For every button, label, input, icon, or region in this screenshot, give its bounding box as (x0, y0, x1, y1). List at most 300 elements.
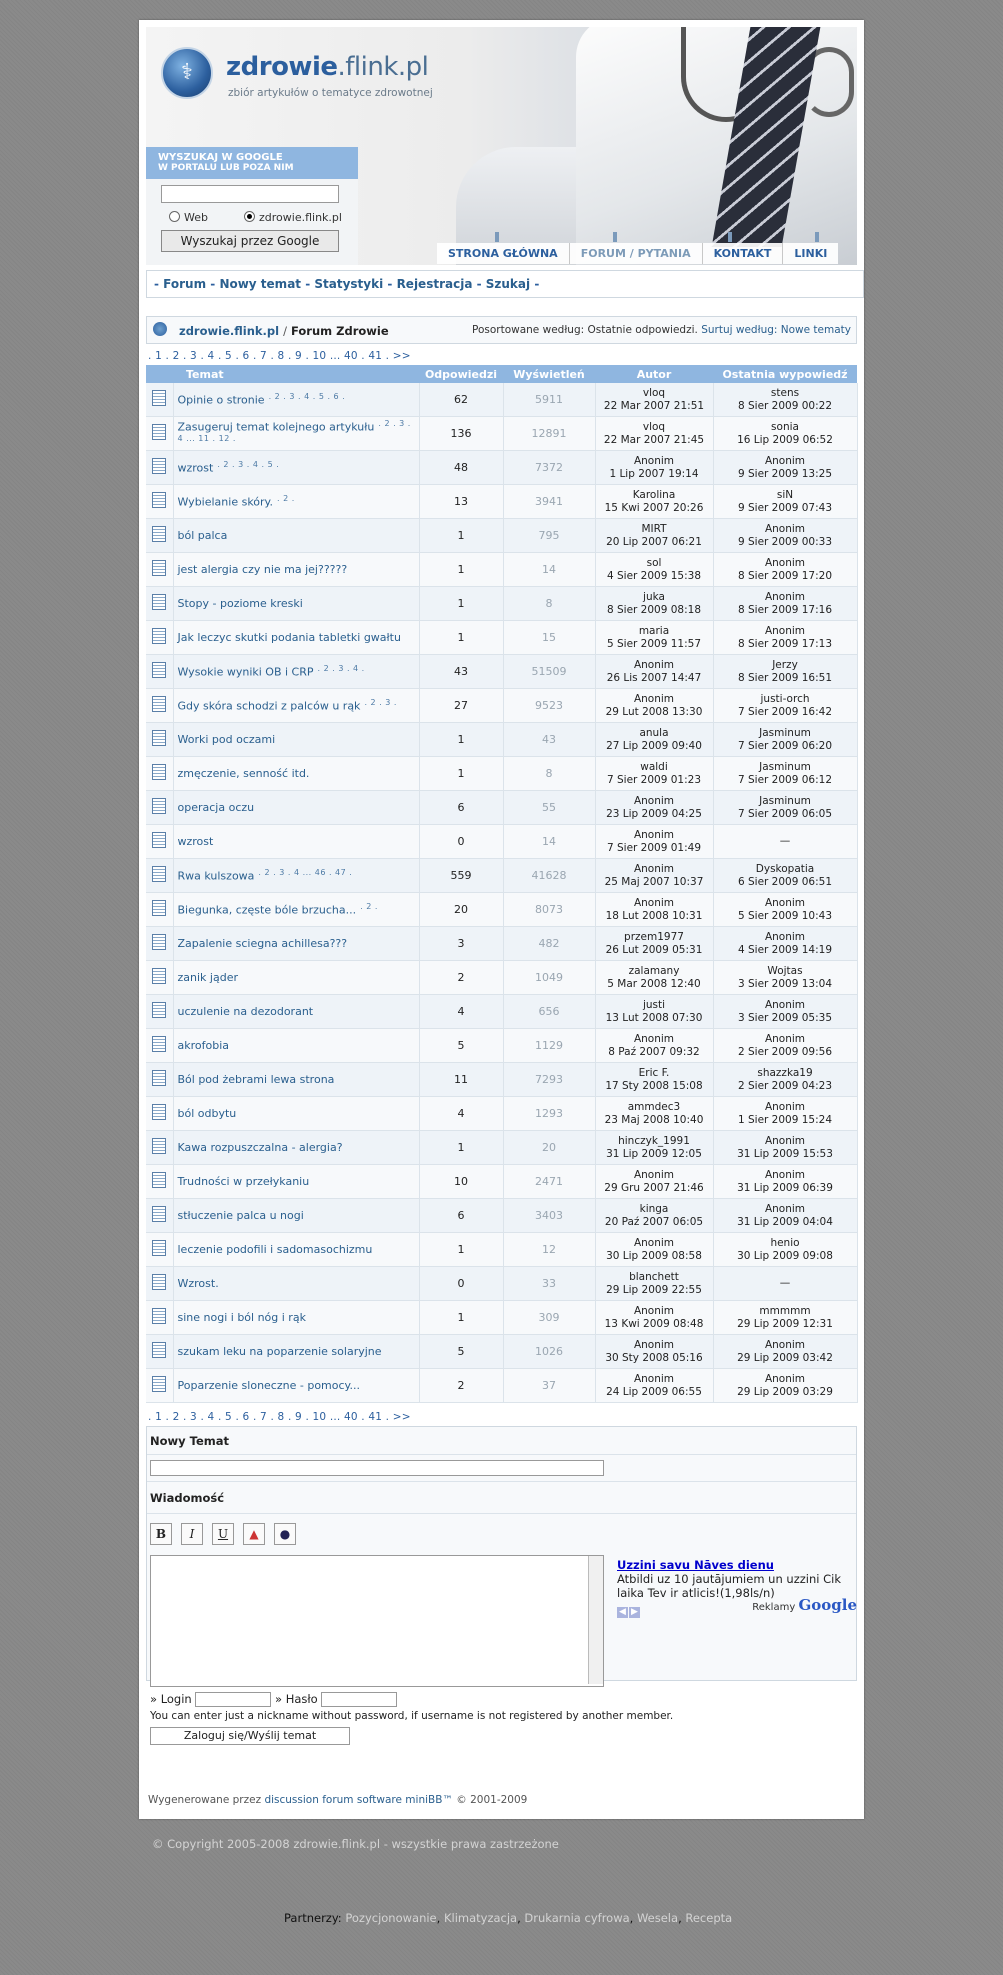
breadcrumb (146, 316, 857, 344)
views-count: 14 (503, 553, 595, 587)
topic-cell (173, 791, 419, 825)
topic-title-link[interactable]: zmęczenie, senność itd. (177, 767, 310, 780)
topic-title-link[interactable]: ból odbytu (177, 1107, 237, 1120)
radio-site[interactable] (244, 211, 255, 222)
author-name: Anonim (633, 896, 675, 909)
topic-title-link[interactable]: akrofobia (177, 1039, 230, 1052)
author-cell (595, 485, 713, 519)
last-post-date: 31 Lip 2009 15:53 (737, 1147, 833, 1160)
topic-document-icon (152, 696, 166, 712)
views-count: 795 (503, 519, 595, 553)
author-cell (595, 1199, 713, 1233)
topic-title-link[interactable]: Wzrost. (177, 1277, 219, 1290)
table-row (146, 723, 857, 757)
topic-document-icon (152, 1206, 166, 1222)
author-cell (595, 621, 713, 655)
topic-title-link[interactable]: Zapalenie sciegna achillesa??? (177, 937, 348, 950)
partner-link[interactable]: Klimatyzacja (443, 1911, 518, 1925)
author-date: 15 Kwi 2007 20:26 (604, 501, 704, 514)
topic-cell (173, 1369, 419, 1403)
table-row (146, 1097, 857, 1131)
views-count: 37 (503, 1369, 595, 1403)
last-post-date: 3 Sier 2009 05:35 (737, 1011, 833, 1024)
author-name: Karolina (632, 488, 676, 501)
last-post-date: 2 Sier 2009 09:56 (737, 1045, 833, 1058)
topic-title-link[interactable]: sine nogi i ból nóg i rąk (177, 1311, 306, 1324)
topic-cell (173, 519, 419, 553)
topic-cell (173, 825, 419, 859)
topic-icon-cell (146, 1267, 173, 1301)
google-search-box (146, 147, 358, 265)
radio-web-label: Web (184, 211, 208, 224)
replies-count: 6 (419, 791, 503, 825)
author-date: 13 Lut 2008 07:30 (605, 1011, 703, 1024)
author-date: 20 Paź 2007 06:05 (604, 1215, 704, 1228)
breadcrumb-current: Forum Zdrowie (290, 324, 389, 338)
table-row (146, 1335, 857, 1369)
last-post-cell (713, 1165, 857, 1199)
topic-pages-links[interactable]: . 2 . 3 . 4 . 5 . 6 . (268, 392, 346, 402)
topic-cell (173, 1131, 419, 1165)
topic-title-link[interactable]: Zasugeruj temat kolejnego artykułu (177, 420, 375, 434)
topic-pages-links[interactable]: . 2 . 3 . 4 . (317, 664, 365, 674)
pagination-top[interactable]: . 1 . 2 . 3 . 4 . 5 . 6 . 7 . 8 . 9 . 10 ... 40 . 41 . >> (148, 350, 411, 362)
last-post-cell (713, 1335, 857, 1369)
author-cell (595, 927, 713, 961)
author-cell (595, 689, 713, 723)
topic-icon-cell (146, 1301, 173, 1335)
ads-by-google[interactable] (752, 1596, 857, 1614)
topic-cell (173, 417, 419, 451)
divider (147, 1481, 856, 1482)
nav-links[interactable]: LINKI (782, 243, 838, 264)
author-cell (595, 1267, 713, 1301)
site-subtitle: zbiór artykułów o tematyce zdrowotnej (228, 87, 433, 99)
author-cell (595, 1097, 713, 1131)
topic-document-icon (152, 1138, 166, 1154)
author-date: 29 Gru 2007 21:46 (604, 1181, 704, 1194)
last-post-author: Anonim (764, 1168, 806, 1181)
last-post-author: Anonim (764, 1338, 806, 1351)
topic-title-link[interactable]: Rwa kulszowa (177, 869, 255, 883)
generated-label: Wygenerowane przez (148, 1794, 262, 1806)
topic-title-link[interactable]: Poparzenie sloneczne - pomocy... (177, 1379, 360, 1392)
last-post-author: Anonim (764, 556, 806, 569)
login-label: » Login (150, 1692, 192, 1706)
last-post-author: mmmmm (759, 1304, 811, 1317)
new-topic-link[interactable]: Nowy temat (219, 277, 302, 291)
last-post-date: 9 Sier 2009 00:33 (737, 535, 833, 548)
topic-pages-links[interactable]: . 2 . 3 . 4 ... 46 . 47 . (258, 868, 353, 878)
author-cell (595, 859, 713, 893)
topic-title-link[interactable]: Worki pod oczami (177, 733, 276, 746)
author-date: 20 Lip 2007 06:21 (606, 535, 702, 548)
table-row (146, 1199, 857, 1233)
forum-navigation: - Forum - Nowy temat - Statystyki - Rejestracja - Szukaj - (146, 270, 864, 298)
last-post-author: Anonim (764, 590, 806, 603)
topic-title-link[interactable]: szukam leku na poparzenie solaryjne (177, 1345, 382, 1358)
bold-button[interactable]: B (150, 1523, 172, 1545)
topic-title-link[interactable]: Gdy skóra schodzi z palców u rąk (177, 699, 361, 713)
topic-document-icon (152, 764, 166, 780)
topic-title-link[interactable]: Biegunka, częste bóle brzucha... (177, 903, 357, 917)
sort-link[interactable]: Surtuj według: Nowe tematy (701, 324, 851, 336)
last-post-date: 9 Sier 2009 13:25 (737, 467, 833, 480)
topic-document-icon (152, 492, 166, 508)
topic-cell (173, 1063, 419, 1097)
topic-cell (173, 655, 419, 689)
topic-document-icon (152, 934, 166, 950)
author-date: 31 Lip 2009 12:05 (606, 1147, 702, 1160)
author-date: 5 Mar 2008 12:40 (607, 977, 701, 990)
topic-document-icon (152, 832, 166, 848)
topic-title-link[interactable]: ból palca (177, 529, 228, 542)
search-link[interactable]: Szukaj (485, 277, 531, 291)
last-post-date: 31 Lip 2009 04:04 (737, 1215, 833, 1228)
topic-icon-cell (146, 1199, 173, 1233)
last-post-author: Anonim (764, 1134, 806, 1147)
topic-document-icon (152, 1104, 166, 1120)
generated-by (148, 1794, 527, 1806)
views-count: 8073 (503, 893, 595, 927)
page-container (139, 20, 864, 1819)
replies-count: 559 (419, 859, 503, 893)
last-post-author: — (779, 1277, 791, 1289)
author-name: Anonim (633, 1304, 675, 1317)
author-name: blanchett (629, 1270, 679, 1283)
last-post-cell (713, 1199, 857, 1233)
last-post-cell (713, 1029, 857, 1063)
last-post-author: Anonim (764, 1202, 806, 1215)
author-name: vloq (642, 386, 666, 399)
author-cell (595, 1233, 713, 1267)
last-post-author: Anonim (764, 522, 806, 535)
topic-icon-cell (146, 893, 173, 927)
table-row (146, 1369, 857, 1403)
table-row (146, 1165, 857, 1199)
replies-count: 2 (419, 1369, 503, 1403)
author-name: przem1977 (624, 930, 684, 943)
site-logo-text[interactable]: zdrowie.flink.pl (226, 52, 429, 82)
topic-icon-cell (146, 825, 173, 859)
replies-count: 1 (419, 1301, 503, 1335)
replies-count: 43 (419, 655, 503, 689)
topic-document-icon (152, 560, 166, 576)
author-name: Anonim (633, 1168, 675, 1181)
topic-cell (173, 1165, 419, 1199)
topic-title-link[interactable]: Trudności w przełykaniu (177, 1175, 310, 1188)
topic-title-link[interactable]: jest alergia czy nie ma jej????? (177, 563, 348, 576)
table-row (146, 655, 857, 689)
last-post-cell (713, 1233, 857, 1267)
views-count: 20 (503, 1131, 595, 1165)
topic-title-input[interactable] (150, 1460, 604, 1476)
partner-link[interactable]: Drukarnia cyfrowa (524, 1911, 630, 1925)
table-row (146, 553, 857, 587)
views-count: 482 (503, 927, 595, 961)
table-row (146, 485, 857, 519)
replies-count: 10 (419, 1165, 503, 1199)
author-cell (595, 791, 713, 825)
forum-globe-icon (153, 322, 167, 336)
replies-count: 48 (419, 451, 503, 485)
topic-document-icon (152, 1274, 166, 1290)
last-post-cell (713, 519, 857, 553)
author-date: 8 Sier 2009 08:18 (606, 603, 702, 616)
author-date: 27 Lip 2009 09:40 (606, 739, 702, 752)
topic-cell (173, 383, 419, 417)
last-post-date: 3 Sier 2009 13:04 (737, 977, 833, 990)
table-header-row (146, 365, 857, 383)
message-textarea[interactable] (150, 1555, 604, 1687)
author-cell (595, 1029, 713, 1063)
author-cell (595, 961, 713, 995)
partner-link[interactable]: Pozycjonowanie (345, 1911, 437, 1925)
topic-title-link[interactable]: Wybielanie skóry. (177, 495, 273, 509)
author-name: Anonim (633, 794, 675, 807)
topic-cell (173, 723, 419, 757)
topic-cell (173, 757, 419, 791)
partner-link[interactable]: Recepta (685, 1911, 733, 1925)
textarea-scrollbar[interactable] (588, 1556, 603, 1684)
table-row (146, 995, 857, 1029)
last-post-cell (713, 893, 857, 927)
last-post-cell (713, 927, 857, 961)
author-name: Anonim (633, 1338, 675, 1351)
topic-icon-cell (146, 1335, 173, 1369)
topic-title-link[interactable]: Kawa rozpuszczalna - alergia? (177, 1141, 343, 1154)
copyright: © Copyright 2005-2008 zdrowie.flink.pl - wszystkie prawa zastrzeżone (152, 1837, 559, 1851)
topic-document-icon (152, 968, 166, 984)
partner-link[interactable]: Wesela (636, 1911, 679, 1925)
author-date: 29 Lip 2009 22:55 (606, 1283, 702, 1296)
topic-title-link[interactable]: wzrost (177, 461, 214, 475)
topic-document-icon (152, 526, 166, 542)
italic-button[interactable]: I (181, 1523, 203, 1545)
topic-title-link[interactable]: Opinie o stronie (177, 393, 265, 407)
table-row (146, 1233, 857, 1267)
last-post-author: Jasminum (759, 726, 811, 739)
topic-cell (173, 553, 419, 587)
topic-title-link[interactable]: Wysokie wyniki OB i CRP (177, 665, 314, 679)
color-picker-icon[interactable]: ▲ (243, 1523, 265, 1545)
topic-pages-links[interactable]: . 2 . (360, 902, 378, 912)
views-count: 1026 (503, 1335, 595, 1369)
radio-web[interactable] (169, 211, 180, 222)
replies-count: 4 (419, 1097, 503, 1131)
topic-cell (173, 689, 419, 723)
last-post-date: 8 Sier 2009 17:16 (737, 603, 833, 616)
topic-pages-links[interactable]: . 2 . 3 . 4 . 5 . (217, 460, 280, 470)
underline-button[interactable]: U (212, 1523, 234, 1545)
topic-icon-cell (146, 1233, 173, 1267)
topic-title-link[interactable]: Stopy - poziome kreski (177, 597, 303, 610)
author-name: Anonim (633, 658, 675, 671)
topic-title-link[interactable]: uczulenie na dezodorant (177, 1005, 314, 1018)
author-date: 13 Kwi 2009 08:48 (604, 1317, 704, 1330)
views-count: 51509 (503, 655, 595, 689)
nav-marker (495, 232, 499, 242)
new-topic-label: Nowy Temat (150, 1434, 230, 1448)
topic-icon-cell (146, 757, 173, 791)
password-input[interactable] (321, 1692, 397, 1707)
topic-pages-links[interactable]: . 2 . (277, 494, 295, 504)
topic-document-icon (152, 662, 166, 678)
replies-count: 1 (419, 1233, 503, 1267)
google-search-button[interactable]: Wyszukaj przez Google (161, 230, 339, 252)
last-post-cell (713, 621, 857, 655)
login-input[interactable] (195, 1692, 271, 1707)
caduceus-logo-icon[interactable]: ⚕ (161, 47, 213, 99)
nav-contact[interactable]: KONTAKT (702, 243, 783, 264)
nav-forum[interactable]: FORUM / PYTANIA (569, 243, 702, 264)
last-post-author: Anonim (764, 930, 806, 943)
radio-site-label: zdrowie.flink.pl (259, 211, 342, 224)
topic-icon-cell (146, 587, 173, 621)
last-post-date: 31 Lip 2009 06:39 (737, 1181, 833, 1194)
last-post-cell (713, 655, 857, 689)
last-post-cell (713, 383, 857, 417)
topic-icon-cell (146, 1369, 173, 1403)
last-post-author: Wojtas (767, 964, 803, 977)
last-post-cell (713, 859, 857, 893)
topic-icon-cell (146, 723, 173, 757)
views-count: 309 (503, 1301, 595, 1335)
last-post-author: siN (776, 488, 794, 501)
author-cell (595, 1131, 713, 1165)
topic-cell (173, 1335, 419, 1369)
ad-prev-icon[interactable]: ◀ (617, 1607, 628, 1618)
last-post-date: 7 Sier 2009 06:12 (737, 773, 833, 786)
table-row (146, 859, 857, 893)
forum-link[interactable]: Forum (163, 277, 207, 291)
replies-count: 20 (419, 893, 503, 927)
last-post-author: Anonim (764, 896, 806, 909)
author-name: Anonim (633, 454, 675, 467)
author-cell (595, 417, 713, 451)
minibb-link[interactable]: discussion forum software miniBB™ (264, 1794, 453, 1806)
topic-title-link[interactable]: stłuczenie palca u nogi (177, 1209, 304, 1222)
last-post-cell (713, 1301, 857, 1335)
views-count: 9523 (503, 689, 595, 723)
table-row (146, 451, 857, 485)
author-date: 5 Sier 2009 11:57 (606, 637, 702, 650)
replies-count: 1 (419, 519, 503, 553)
new-topic-form (146, 1426, 857, 1742)
author-name: ammdec3 (627, 1100, 681, 1113)
views-count: 5911 (503, 383, 595, 417)
last-post-cell (713, 1063, 857, 1097)
ad-next-icon[interactable]: ▶ (629, 1607, 640, 1618)
author-date: 30 Lip 2009 08:58 (606, 1249, 702, 1262)
topic-icon-cell (146, 655, 173, 689)
nav-marker (815, 232, 819, 242)
last-post-author: Anonim (764, 1032, 806, 1045)
nav-home[interactable]: STRONA GŁÓWNA (437, 243, 569, 264)
topic-title-link[interactable]: Ból pod żebrami lewa strona (177, 1073, 335, 1086)
topic-icon-cell (146, 1131, 173, 1165)
last-post-date: 8 Sier 2009 00:22 (737, 399, 833, 412)
topic-document-icon (152, 628, 166, 644)
topic-document-icon (152, 1070, 166, 1086)
views-count: 7293 (503, 1063, 595, 1097)
last-post-date: 8 Sier 2009 17:13 (737, 637, 833, 650)
author-date: 23 Lip 2009 04:25 (606, 807, 702, 820)
replies-count: 27 (419, 689, 503, 723)
replies-count: 3 (419, 927, 503, 961)
author-name: MIRT (641, 522, 667, 535)
author-date: 4 Sier 2009 15:38 (606, 569, 702, 582)
last-post-cell (713, 995, 857, 1029)
url-globe-icon[interactable]: ● (274, 1523, 296, 1545)
table-row (146, 1267, 857, 1301)
replies-count: 1 (419, 553, 503, 587)
topic-cell (173, 995, 419, 1029)
divider (147, 1454, 856, 1455)
topic-document-icon (152, 1172, 166, 1188)
last-post-date: 29 Lip 2009 03:29 (737, 1385, 833, 1398)
ad-title-link[interactable]: Uzzini savu Nāves dienu (617, 1558, 774, 1572)
author-cell (595, 1369, 713, 1403)
author-name: waldi (640, 760, 668, 773)
topic-icon-cell (146, 485, 173, 519)
views-count: 14 (503, 825, 595, 859)
last-post-author: stens (770, 386, 800, 399)
topic-cell (173, 859, 419, 893)
breadcrumb-site-link[interactable]: zdrowie.flink.pl (179, 324, 280, 338)
google-search-input[interactable] (161, 185, 339, 203)
topic-title-link[interactable]: zanik jąder (177, 971, 238, 984)
topic-icon-cell (146, 519, 173, 553)
topic-title-link[interactable]: operacja oczu (177, 801, 255, 814)
login-note: You can enter just a nickname without password, if username is not registered by another member. (150, 1710, 674, 1722)
author-cell (595, 893, 713, 927)
replies-count: 1 (419, 621, 503, 655)
topic-pages-links[interactable]: . 2 . 3 . 4 ... 11 . 12 . (177, 418, 411, 443)
last-post-author: — (779, 835, 791, 847)
topic-document-icon (152, 1342, 166, 1358)
topic-pages-links[interactable]: . 2 . 3 . (364, 698, 397, 708)
pagination-bottom[interactable]: . 1 . 2 . 3 . 4 . 5 . 6 . 7 . 8 . 9 . 10 ... 40 . 41 . >> (148, 1411, 411, 1423)
topic-document-icon (152, 594, 166, 610)
topic-title-link[interactable]: leczenie podofili i sadomasochizmu (177, 1243, 373, 1256)
table-row (146, 417, 857, 451)
author-name: hinczyk_1991 (618, 1134, 690, 1147)
table-row (146, 791, 857, 825)
partners-label: Partnerzy: (284, 1911, 342, 1925)
replies-count: 62 (419, 383, 503, 417)
topic-cell (173, 1267, 419, 1301)
views-count: 2471 (503, 1165, 595, 1199)
topic-title-link[interactable]: Jak leczyc skutki podania tabletki gwałtu (177, 631, 401, 644)
author-cell (595, 553, 713, 587)
author-cell (595, 1301, 713, 1335)
last-post-author: sonia (771, 420, 799, 433)
views-count: 7372 (503, 451, 595, 485)
table-row (146, 927, 857, 961)
author-name: sol (646, 556, 662, 569)
topic-title-link[interactable]: wzrost (177, 835, 214, 848)
last-post-cell (713, 1131, 857, 1165)
table-row (146, 519, 857, 553)
stats-link[interactable]: Statystyki (314, 277, 384, 291)
register-link[interactable]: Rejestracja (396, 277, 473, 291)
author-name: Anonim (633, 1032, 675, 1045)
last-post-author: henio (770, 1236, 800, 1249)
last-post-cell (713, 417, 857, 451)
last-post-cell (713, 1369, 857, 1403)
submit-button[interactable]: Zaloguj się/Wyślij temat (150, 1727, 350, 1745)
